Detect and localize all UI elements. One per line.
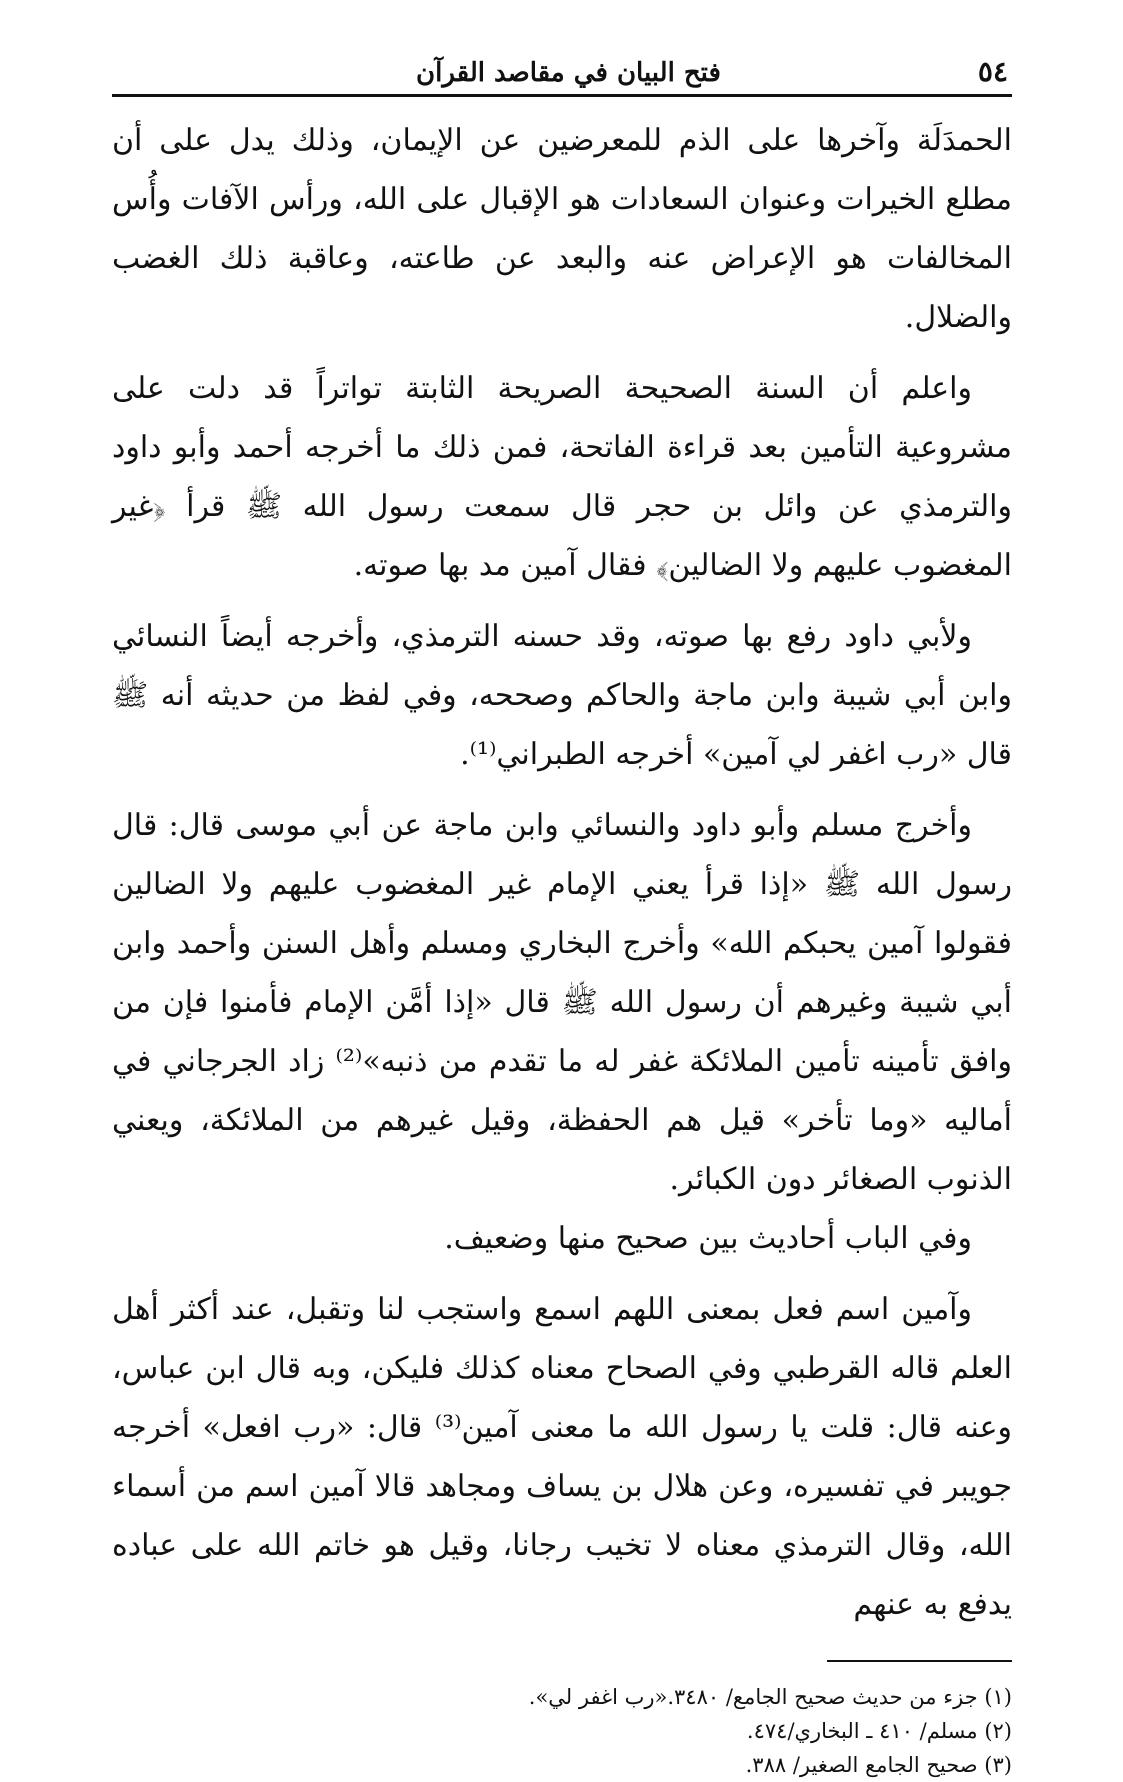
footnote: (٢) مسلم/ ٤١٠ ـ البخاري/٤٧٤.	[746, 1719, 1012, 1743]
paragraph: وفي الباب أحاديث بين صحيح منها وضعيف.	[444, 1221, 972, 1256]
page	[112, 40, 1012, 1782]
paragraph: واعلم أن السنة الصحيحة الصريحة الثابتة تواتراً قد دلت على مشروعية التأمين بعد قراءة الفاتحة، فمن ذلك ما أخرجه أحمد وأبو داود والترمذي عن وائل بن حجر قال سمعت رسول الله ﷺ قرأ ﴿غير المغضوب عليهم ولا الضالين﴾ فقال آمين مد بها صوته.	[112, 371, 1012, 583]
paragraph: ولأبي داود رفع بها صوته، وقد حسنه الترمذي، وأخرجه أيضاً النسائي وابن أبي شيبة وابن ماجة والحاكم وصححه، وفي لفظ من حديثه أنه ﷺ قال «رب اغفر لي آمين» أخرجه الطبراني⁽¹⁾.	[112, 619, 1012, 772]
paragraph: وآمين اسم فعل بمعنى اللهم اسمع واستجب لنا وتقبل، عند أكثر أهل العلم قاله القرطبي وفي الصحاح معناه كذلك فليكن، وبه قال ابن عباس، وعنه قال: قلت يا رسول الله ما معنى آمين⁽³⁾ قال: «رب افعل» أخرجه جويبر في تفسيره، وعن هلال بن يساف ومجاهد قالا آمين اسم من أسماء الله، وقال الترمذي معناه لا تخيب رجانا، وقيل هو خاتم الله على عباده يدفع به عنهم	[112, 1292, 1012, 1622]
running-header	[112, 40, 1012, 97]
running-title: فتح البيان في مقاصد القرآن	[416, 58, 721, 88]
page-number: ٥٤	[977, 55, 1008, 88]
body-text	[112, 111, 1012, 1634]
paragraph: الحمدَلَة وآخرها على الذم للمعرضين عن الإيمان، وذلك يدل على أن مطلع الخيرات وعنوان السعادات هو الإقبال على الله، ورأس الآفات وأُس المخالفات هو الإعراض عنه والبعد عن طاعته، وعاقبة ذلك الغضب والضلال.	[112, 123, 1012, 335]
footnote: (١) جزء من حديث صحيح الجامع/ ٣٤٨٠.«رب اغفر لي».	[528, 1685, 1012, 1709]
footnotes	[112, 1680, 1012, 1782]
footnote-divider	[827, 1660, 1012, 1662]
paragraph: وأخرج مسلم وأبو داود والنسائي وابن ماجة عن أبي موسى قال: قال رسول الله ﷺ «إذا قرأ يعني الإمام غير المغضوب عليهم ولا الضالين فقولوا آمين يحبكم الله» وأخرج البخاري ومسلم وأهل السنن وأحمد وابن أبي شيبة وغيرهم أن رسول الله ﷺ قال «إذا أمَّن الإمام فأمنوا فإن من وافق تأمينه تأمين الملائكة غفر له ما تقدم من ذنبه»⁽²⁾ زاد الجرجاني في أماليه «وما تأخر» قيل هم الحفظة، وقيل غيرهم من الملائكة، ويعني الذنوب الصغائر دون الكبائر.	[112, 808, 1012, 1197]
footnote: (٣) صحيح الجامع الصغير/ ٣٨٨.	[745, 1753, 1012, 1777]
